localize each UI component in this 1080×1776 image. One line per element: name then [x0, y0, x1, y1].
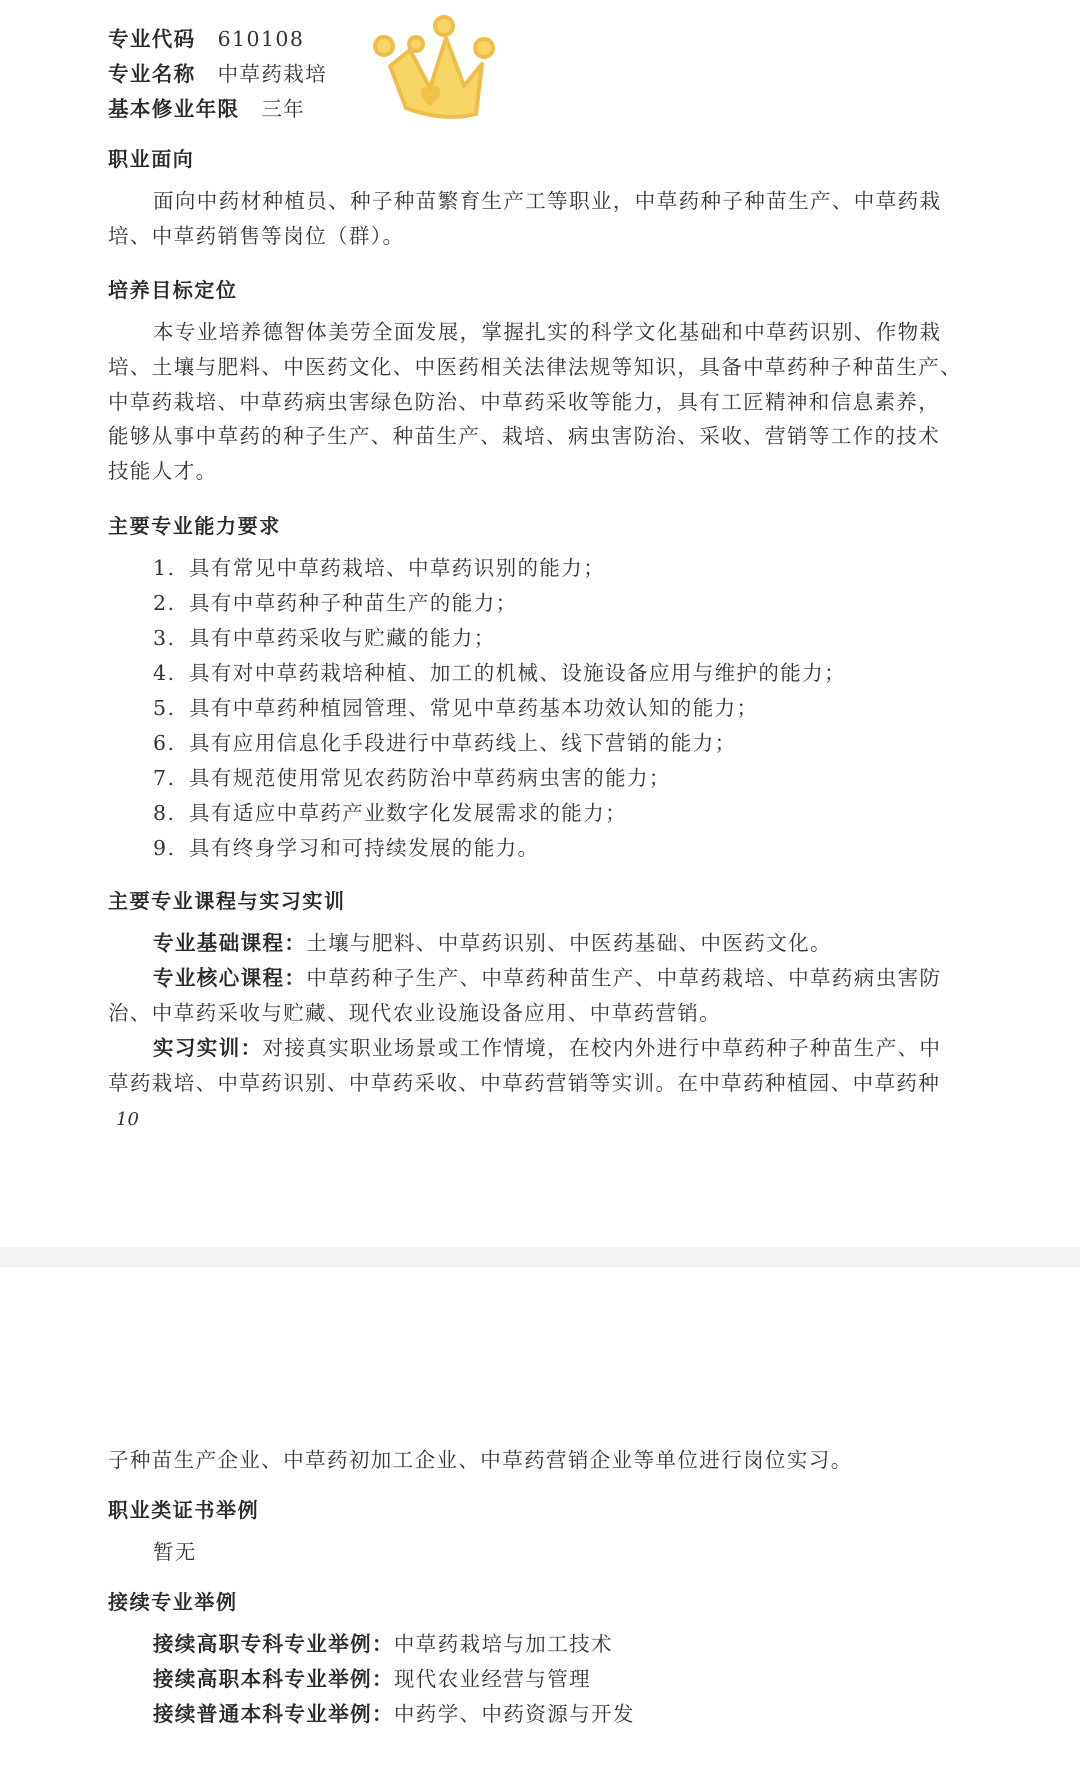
core-courses-label: 专业核心课程： [153, 966, 307, 990]
internship-text-1: 对接真实职业场景或工作情境，在校内外进行中草药种子种苗生产、中 [262, 1036, 942, 1060]
continuation-text: 中药学、中药资源与开发 [393, 1702, 635, 1726]
list-item [108, 551, 976, 586]
core-courses-text-1: 中草药种子生产、中草药种苗生产、中草药栽培、中草药病虫害防 [306, 966, 942, 990]
list-text: 具有中草药种植园管理、常见中草药基本功效认知的能力； [189, 696, 759, 720]
courses-section [108, 884, 976, 1101]
career-section [108, 142, 976, 254]
internship-line-3: 子种苗生产企业、中草药初加工企业、中草药营销企业等单位进行岗位实习。 [108, 1448, 853, 1472]
major-code-row [108, 22, 976, 57]
list-number: 8. [153, 801, 176, 825]
list-number: 3. [153, 626, 176, 650]
goal-line-4: 能够从事中草药的种子生产、种苗生产、栽培、病虫害防治、采收、营销等工作的技术 [108, 424, 941, 449]
major-code-value: 610108 [217, 27, 305, 51]
career-heading: 职业面向 [108, 147, 195, 171]
continuation-label: 接续高职本科专业举例： [153, 1667, 394, 1691]
major-code-label: 专业代码 [108, 27, 196, 51]
internship-line-2: 草药栽培、中草药识别、中草药采收、中草药营销等实训。在中草药种植园、中草药种 [108, 1071, 941, 1095]
doc-body-bottom [108, 1443, 976, 1732]
list-item [108, 761, 976, 796]
continuation-item [108, 1627, 976, 1662]
list-number: 4. [153, 661, 176, 685]
major-name-label: 专业名称 [108, 62, 196, 86]
list-number: 2. [153, 591, 176, 615]
basic-courses-label: 专业基础课程： [153, 931, 307, 955]
goal-line-2: 培、土壤与肥料、中医药文化、中医药相关法律法规等知识，具备中草药种子种苗生产、 [108, 354, 963, 379]
list-text: 具有常见中草药栽培、中草药识别的能力； [189, 556, 606, 580]
list-item [108, 726, 976, 761]
list-item [108, 691, 976, 726]
continuation-text: 现代农业经营与管理 [393, 1667, 592, 1691]
goal-line-1: 本专业培养德智体美劳全面发展，掌握扎实的科学文化基础和中草药识别、作物栽 [153, 320, 942, 344]
basic-courses-text: 土壤与肥料、中草药识别、中医药基础、中医药文化。 [306, 931, 832, 955]
continuation-heading: 接续专业举例 [108, 1590, 238, 1614]
list-item [108, 621, 976, 656]
major-name-value: 中草药栽培 [217, 62, 328, 86]
continuation-label: 接续高职专科专业举例： [153, 1632, 394, 1656]
career-line-1: 面向中药材种植员、种子种苗繁育生产工等职业，中草药种子种苗生产、中草药栽 [153, 189, 942, 213]
page-bottom [0, 1267, 1080, 1776]
list-item [108, 586, 976, 621]
list-text: 具有适应中草药产业数字化发展需求的能力； [189, 801, 627, 825]
list-number: 5. [153, 696, 176, 720]
abilities-heading: 主要专业能力要求 [108, 514, 281, 538]
list-item [108, 796, 976, 831]
list-text: 具有中草药采收与贮藏的能力； [189, 626, 496, 650]
page-number: 10 [116, 1109, 139, 1130]
list-number: 7. [153, 766, 176, 790]
study-years-row [108, 92, 976, 127]
list-text: 具有对中草药栽培种植、加工的机械、设施设备应用与维护的能力； [189, 661, 846, 685]
continuation-label: 接续普通本科专业举例： [153, 1702, 394, 1726]
continuation-item [108, 1697, 976, 1732]
goal-line-3: 中草药栽培、中草药病虫害绿色防治、中草药采收等能力，具有工匠精神和信息素养， [108, 389, 941, 414]
continuation-item [108, 1662, 976, 1697]
list-text: 具有应用信息化手段进行中草药线上、线下营销的能力； [189, 731, 737, 755]
internship-label: 实习实训： [153, 1036, 263, 1060]
core-courses-line-1 [108, 961, 976, 996]
list-number: 1. [153, 556, 176, 580]
study-years-label: 基本修业年限 [108, 97, 240, 121]
list-text: 具有中草药种子种苗生产的能力； [189, 591, 518, 615]
career-line-2: 培、中草药销售等岗位（群）。 [108, 223, 405, 248]
goal-section [108, 273, 976, 489]
certificates-text: 暂无 [153, 1540, 197, 1564]
list-item [108, 656, 976, 691]
courses-heading: 主要专业课程与实习实训 [108, 889, 346, 913]
list-item [108, 831, 976, 866]
list-text: 具有终身学习和可持续发展的能力。 [189, 836, 540, 860]
list-number: 9. [153, 836, 176, 860]
certificates-heading: 职业类证书举例 [108, 1498, 260, 1522]
goal-heading: 培养目标定位 [108, 278, 238, 302]
abilities-section [108, 509, 976, 866]
list-text: 具有规范使用常见农药防治中草药病虫害的能力； [189, 766, 671, 790]
core-courses-line-2: 治、中草药采收与贮藏、现代农业设施设备应用、中草药营销。 [108, 1001, 722, 1025]
goal-line-5: 技能人才。 [108, 459, 218, 484]
list-number: 6. [153, 731, 176, 755]
basic-courses-line [108, 926, 976, 961]
major-name-row [108, 57, 976, 92]
internship-line-1 [108, 1031, 976, 1066]
abilities-list [108, 551, 976, 866]
study-years-value: 三年 [261, 97, 306, 121]
page-separator [0, 1247, 1080, 1267]
continuation-text: 中草药栽培与加工技术 [393, 1632, 613, 1656]
doc-body-top [108, 22, 976, 127]
